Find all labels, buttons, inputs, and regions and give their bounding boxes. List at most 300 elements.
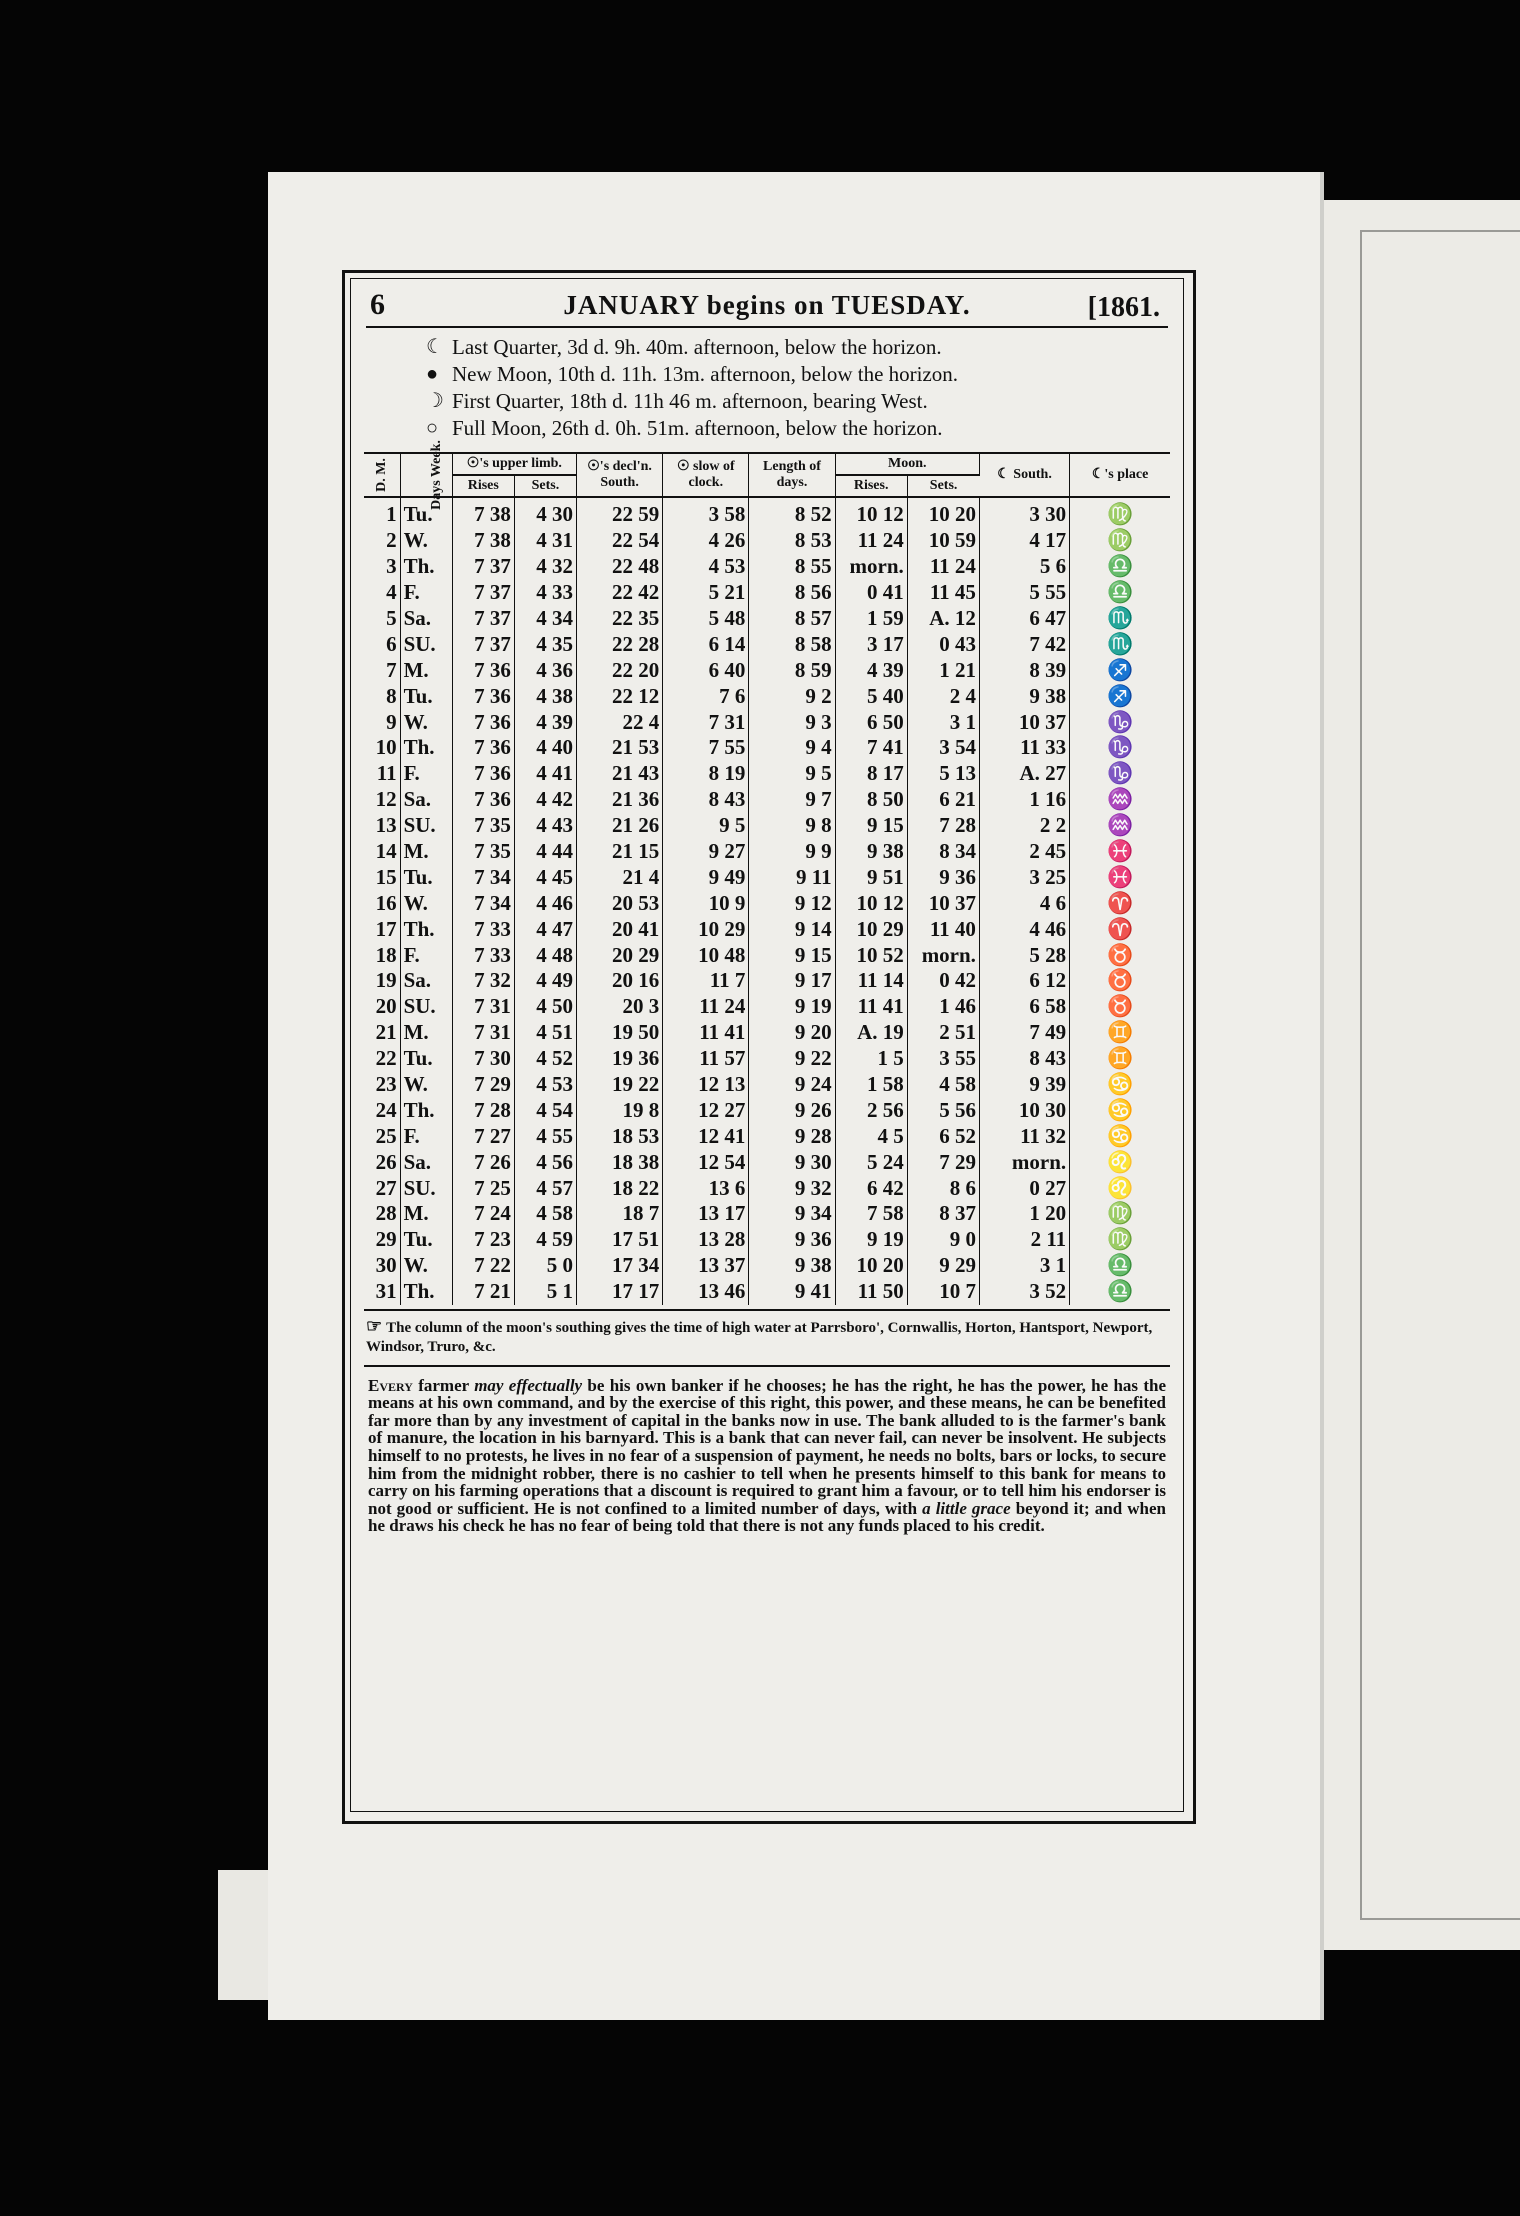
cell-weekday: F. [400, 942, 452, 968]
table-row [364, 864, 1170, 890]
cell-day-number: 12 [364, 787, 400, 813]
col-header-sun-limb: ☉'s upper limb. [452, 453, 576, 475]
cell-moon-place: ♍ [1107, 1227, 1134, 1252]
cell-weekday: SU. [400, 631, 452, 657]
cell-moon-place: ♈ [1107, 890, 1134, 915]
cell-weekday: W. [400, 890, 452, 916]
cell-moon-sets: 10 20 [907, 497, 979, 528]
cell-weekday: Sa. [400, 787, 452, 813]
cell-moon-place: ♍ [1107, 528, 1134, 553]
cell-moon-place: ♎ [1107, 1253, 1134, 1278]
cell-moon-sets: 3 55 [907, 1046, 979, 1072]
cell-slow-of-clock: 12 54 [663, 1149, 749, 1175]
cell-moon-rises: 9 38 [835, 839, 907, 865]
moon-phase-text: Last Quarter, 3d d. 9h. 40m. afternoon, below the horizon. [452, 335, 942, 359]
cell-day-number: 25 [364, 1123, 400, 1149]
cell-slow-of-clock: 6 14 [663, 631, 749, 657]
cell-day-length: 9 11 [749, 864, 835, 890]
cell-sun-rises: 7 33 [452, 942, 514, 968]
cell-slow-of-clock: 12 13 [663, 1072, 749, 1098]
cell-day-number: 21 [364, 1020, 400, 1046]
cell-moon-sets: 7 29 [907, 1149, 979, 1175]
moon-phase-line [426, 361, 1170, 388]
table-row [364, 1123, 1170, 1149]
cell-day-length: 9 28 [749, 1123, 835, 1149]
cell-day-number: 5 [364, 606, 400, 632]
cell-moon-sets: 6 52 [907, 1123, 979, 1149]
cell-moon-sets: 1 46 [907, 994, 979, 1020]
cell-sun-sets: 4 34 [514, 606, 576, 632]
cell-weekday: Th. [400, 916, 452, 942]
cell-day-number: 31 [364, 1279, 400, 1305]
almanac-table [364, 440, 1170, 1305]
cell-day-number: 8 [364, 683, 400, 709]
cell-moon-place: ♌ [1107, 1149, 1134, 1174]
cell-sun-rises: 7 35 [452, 813, 514, 839]
cell-slow-of-clock: 9 49 [663, 864, 749, 890]
cell-slow-of-clock: 12 41 [663, 1123, 749, 1149]
table-row [364, 1253, 1170, 1279]
cell-day-length: 8 57 [749, 606, 835, 632]
cell-moon-south: 3 52 [979, 1279, 1069, 1305]
cell-day-number: 15 [364, 864, 400, 890]
cell-day-length: 9 14 [749, 916, 835, 942]
cell-moon-place: ♉ [1107, 994, 1134, 1019]
cell-sun-sets: 4 30 [514, 497, 576, 528]
cell-slow-of-clock: 10 29 [663, 916, 749, 942]
cell-moon-south: 7 42 [979, 631, 1069, 657]
cell-moon-sets: 10 7 [907, 1279, 979, 1305]
cell-moon-south: 3 1 [979, 1253, 1069, 1279]
cell-declination: 20 16 [576, 968, 662, 994]
cell-moon-place: ♊ [1107, 1020, 1134, 1045]
cell-moon-rises: morn. [835, 554, 907, 580]
cell-moon-rises: 9 15 [835, 813, 907, 839]
cell-day-number: 19 [364, 968, 400, 994]
essay-text: be his own banker if he chooses; he has the right, he has the power, he has the means at his own command, and by the exercise of this right, this power, and these means, he can be benefited far more than by any investment of capital in the banks now in use. The bank alluded to is the farmer's bank of manure, the location in his barnyard. This is a bank that can never fail, can never be insolvent. He subjects himself to no protests, he lives in no fear of a suspension of payment, he needs no bolts, bars or locks, to secure him from the midnight robber, there is no cashier to tell when he presents himself to this bank for means to carry on his farming operations that a discount is required to grant him a favour, or to tell him his endorser is not good or sufficient. He is not confined to a limited number of days, with [368, 1375, 1167, 1518]
cell-moon-sets: 3 1 [907, 709, 979, 735]
cell-sun-sets: 4 50 [514, 994, 576, 1020]
cell-sun-sets: 4 39 [514, 709, 576, 735]
table-row [364, 890, 1170, 916]
moon-phase-line [426, 388, 1170, 415]
cell-declination: 21 53 [576, 735, 662, 761]
cell-moon-south: 4 46 [979, 916, 1069, 942]
moon-phase-text: First Quarter, 18th d. 11h 46 m. afternoon, bearing West. [452, 389, 928, 413]
cell-weekday: Sa. [400, 968, 452, 994]
cell-sun-rises: 7 37 [452, 606, 514, 632]
cell-moon-south: 2 45 [979, 839, 1069, 865]
cell-moon-rises: 3 17 [835, 631, 907, 657]
cell-day-number: 22 [364, 1046, 400, 1072]
cell-sun-sets: 4 38 [514, 683, 576, 709]
page-year: [1861. [1087, 292, 1160, 323]
cell-day-length: 9 26 [749, 1097, 835, 1123]
cell-slow-of-clock: 7 31 [663, 709, 749, 735]
col-header-moon-rises: Rises. [835, 475, 907, 497]
table-row [364, 1020, 1170, 1046]
cell-moon-rises: 9 51 [835, 864, 907, 890]
cell-sun-rises: 7 26 [452, 1149, 514, 1175]
cell-day-number: 16 [364, 890, 400, 916]
cell-moon-sets: 7 28 [907, 813, 979, 839]
cell-day-length: 8 53 [749, 528, 835, 554]
cell-sun-sets: 4 42 [514, 787, 576, 813]
col-header-declination: ☉'s decl'n. South. [576, 453, 662, 497]
cell-declination: 21 36 [576, 787, 662, 813]
cell-declination: 21 15 [576, 839, 662, 865]
cell-moon-rises: 4 5 [835, 1123, 907, 1149]
moon-phases [364, 328, 1170, 452]
moon-phase-line [426, 334, 1170, 361]
cell-moon-rises: 1 5 [835, 1046, 907, 1072]
cell-moon-sets: 11 45 [907, 580, 979, 606]
cell-sun-rises: 7 34 [452, 864, 514, 890]
table-row [364, 994, 1170, 1020]
table-row [364, 839, 1170, 865]
cell-moon-rises: 10 52 [835, 942, 907, 968]
cell-moon-south: 4 17 [979, 528, 1069, 554]
pointing-hand-icon: ☞ [366, 1315, 383, 1336]
cell-sun-rises: 7 38 [452, 497, 514, 528]
cell-declination: 20 29 [576, 942, 662, 968]
cell-sun-rises: 7 31 [452, 994, 514, 1020]
cell-weekday: F. [400, 1123, 452, 1149]
cell-moon-sets: 3 54 [907, 735, 979, 761]
table-row [364, 709, 1170, 735]
cell-declination: 18 22 [576, 1175, 662, 1201]
cell-sun-rises: 7 32 [452, 968, 514, 994]
cell-moon-rises: 1 59 [835, 606, 907, 632]
cell-declination: 20 53 [576, 890, 662, 916]
cell-sun-sets: 4 43 [514, 813, 576, 839]
cell-weekday: M. [400, 839, 452, 865]
cell-slow-of-clock: 11 41 [663, 1020, 749, 1046]
cell-moon-south: 4 6 [979, 890, 1069, 916]
cell-slow-of-clock: 13 46 [663, 1279, 749, 1305]
cell-slow-of-clock: 12 27 [663, 1097, 749, 1123]
table-row [364, 735, 1170, 761]
cell-day-number: 13 [364, 813, 400, 839]
cell-moon-rises: 9 19 [835, 1227, 907, 1253]
cell-day-number: 24 [364, 1097, 400, 1123]
cell-sun-rises: 7 25 [452, 1175, 514, 1201]
cell-sun-sets: 4 40 [514, 735, 576, 761]
cell-day-length: 9 12 [749, 890, 835, 916]
cell-sun-rises: 7 36 [452, 683, 514, 709]
cell-sun-rises: 7 30 [452, 1046, 514, 1072]
cell-moon-rises: 1 58 [835, 1072, 907, 1098]
cell-sun-rises: 7 23 [452, 1227, 514, 1253]
table-row [364, 1279, 1170, 1305]
cell-sun-sets: 4 31 [514, 528, 576, 554]
moon-phase-line [426, 415, 1170, 442]
cell-moon-south: 1 16 [979, 787, 1069, 813]
cell-weekday: M. [400, 657, 452, 683]
cell-moon-sets: 2 4 [907, 683, 979, 709]
cell-day-length: 9 8 [749, 813, 835, 839]
page-header [364, 282, 1170, 326]
cell-moon-sets: 4 58 [907, 1072, 979, 1098]
cell-moon-sets: 9 36 [907, 864, 979, 890]
cell-declination: 22 12 [576, 683, 662, 709]
cell-day-number: 23 [364, 1072, 400, 1098]
cell-moon-place: ♒ [1107, 813, 1134, 838]
cell-weekday: Sa. [400, 606, 452, 632]
cell-moon-rises: 6 50 [835, 709, 907, 735]
cell-weekday: SU. [400, 813, 452, 839]
cell-moon-place: ♉ [1107, 968, 1134, 993]
col-header-moon: Moon. [835, 453, 979, 475]
cell-moon-south: 2 2 [979, 813, 1069, 839]
cell-sun-rises: 7 36 [452, 787, 514, 813]
cell-moon-south: 8 43 [979, 1046, 1069, 1072]
farmer-bank-essay [364, 1365, 1170, 1535]
cell-day-length: 9 38 [749, 1253, 835, 1279]
cell-slow-of-clock: 7 55 [663, 735, 749, 761]
essay-text: beyond it; and when he draws his check he has no fear of being told that there is not any funds placed to his credit. [368, 1498, 1166, 1536]
cell-day-length: 9 32 [749, 1175, 835, 1201]
cell-moon-south: 3 25 [979, 864, 1069, 890]
cell-moon-south: 0 27 [979, 1175, 1069, 1201]
cell-moon-sets: 5 56 [907, 1097, 979, 1123]
cell-moon-south: 9 39 [979, 1072, 1069, 1098]
cell-sun-rises: 7 28 [452, 1097, 514, 1123]
cell-sun-rises: 7 22 [452, 1253, 514, 1279]
cell-slow-of-clock: 7 6 [663, 683, 749, 709]
note-text: The column of the moon's southing gives the time of high water at Parrsboro', Cornwallis, Horton, Hantsport, Newport, Windsor, Truro, &c. [366, 1319, 1153, 1355]
cell-moon-rises: 10 12 [835, 890, 907, 916]
col-header-moon-place: ☾'s place [1070, 453, 1170, 497]
cell-day-number: 29 [364, 1227, 400, 1253]
cell-declination: 22 42 [576, 580, 662, 606]
table-row [364, 1072, 1170, 1098]
essay-emphasis: may effectually [474, 1375, 583, 1395]
cell-moon-south: morn. [979, 1149, 1069, 1175]
cell-moon-rises: 4 39 [835, 657, 907, 683]
cell-day-length: 9 9 [749, 839, 835, 865]
cell-moon-place: ♐ [1107, 683, 1134, 708]
cell-sun-sets: 4 51 [514, 1020, 576, 1046]
cell-day-length: 8 58 [749, 631, 835, 657]
cell-slow-of-clock: 11 57 [663, 1046, 749, 1072]
page-content [364, 282, 1170, 1535]
cell-moon-place: ♏ [1107, 606, 1134, 630]
cell-day-length: 9 17 [749, 968, 835, 994]
cell-moon-place: ♎ [1107, 1279, 1134, 1304]
cell-moon-place: ♉ [1107, 942, 1134, 967]
cell-weekday: SU. [400, 994, 452, 1020]
cell-moon-place: ♎ [1107, 554, 1134, 579]
cell-moon-place: ♒ [1107, 787, 1134, 812]
cell-day-number: 1 [364, 497, 400, 528]
full-moon-icon: ○ [426, 417, 439, 439]
cell-declination: 22 48 [576, 554, 662, 580]
cell-moon-place: ♋ [1107, 1097, 1134, 1122]
moon-phase-text: Full Moon, 26th d. 0h. 51m. afternoon, below the horizon. [452, 416, 943, 440]
cell-moon-rises: 5 40 [835, 683, 907, 709]
cell-weekday: W. [400, 709, 452, 735]
table-row [364, 528, 1170, 554]
cell-declination: 17 17 [576, 1279, 662, 1305]
essay-first-word: Every [368, 1375, 413, 1395]
cell-weekday: Th. [400, 1279, 452, 1305]
cell-moon-rises: 11 14 [835, 968, 907, 994]
cell-day-length: 9 20 [749, 1020, 835, 1046]
cell-weekday: Tu. [400, 497, 452, 528]
moon-phase-text: New Moon, 10th d. 11h. 13m. afternoon, below the horizon. [452, 362, 959, 386]
cell-day-number: 11 [364, 761, 400, 787]
table-row [364, 606, 1170, 632]
col-header-sun-sets: Sets. [514, 475, 576, 497]
cell-day-length: 9 36 [749, 1227, 835, 1253]
cell-day-number: 14 [364, 839, 400, 865]
cell-weekday: M. [400, 1201, 452, 1227]
new-moon-icon: ● [426, 363, 439, 385]
cell-declination: 22 20 [576, 657, 662, 683]
cell-day-length: 9 5 [749, 761, 835, 787]
cell-day-number: 27 [364, 1175, 400, 1201]
cell-day-length: 9 4 [749, 735, 835, 761]
cell-day-number: 9 [364, 709, 400, 735]
cell-weekday: W. [400, 1253, 452, 1279]
cell-sun-rises: 7 34 [452, 890, 514, 916]
cell-sun-sets: 4 54 [514, 1097, 576, 1123]
cell-day-number: 2 [364, 528, 400, 554]
cell-day-number: 30 [364, 1253, 400, 1279]
table-row [364, 554, 1170, 580]
cell-moon-place: ♋ [1107, 1123, 1134, 1148]
page-title: JANUARY begins on TUESDAY. [563, 290, 971, 320]
cell-moon-rises: 0 41 [835, 580, 907, 606]
cell-day-length: 9 30 [749, 1149, 835, 1175]
cell-moon-south: 5 6 [979, 554, 1069, 580]
cell-sun-sets: 5 1 [514, 1279, 576, 1305]
cell-sun-rises: 7 31 [452, 1020, 514, 1046]
cell-declination: 17 34 [576, 1253, 662, 1279]
cell-declination: 22 35 [576, 606, 662, 632]
cell-sun-rises: 7 36 [452, 761, 514, 787]
cell-declination: 22 54 [576, 528, 662, 554]
high-water-note [364, 1309, 1170, 1365]
cell-declination: 19 36 [576, 1046, 662, 1072]
cell-sun-rises: 7 37 [452, 554, 514, 580]
cell-declination: 22 4 [576, 709, 662, 735]
cell-moon-sets: 11 40 [907, 916, 979, 942]
essay-text: farmer [412, 1375, 475, 1395]
cell-sun-sets: 4 49 [514, 968, 576, 994]
cell-sun-sets: 4 56 [514, 1149, 576, 1175]
cell-day-length: 9 34 [749, 1201, 835, 1227]
table-row [364, 761, 1170, 787]
col-header-day-week: Days Week. [400, 453, 452, 497]
col-header-slow-clock: ☉ slow of clock. [663, 453, 749, 497]
cell-declination: 22 59 [576, 497, 662, 528]
cell-day-length: 9 2 [749, 683, 835, 709]
cell-moon-rises: 6 42 [835, 1175, 907, 1201]
facing-page [1318, 200, 1520, 1950]
cell-slow-of-clock: 13 28 [663, 1227, 749, 1253]
cell-weekday: Tu. [400, 1227, 452, 1253]
cell-weekday: W. [400, 1072, 452, 1098]
cell-slow-of-clock: 9 27 [663, 839, 749, 865]
table-row [364, 1149, 1170, 1175]
first-quarter-icon: ☽ [426, 390, 444, 412]
cell-moon-place: ♍ [1107, 1201, 1134, 1226]
col-header-moon-sets: Sets. [907, 475, 979, 497]
cell-moon-south: 7 49 [979, 1020, 1069, 1046]
cell-moon-place: ♑ [1107, 761, 1134, 786]
cell-sun-rises: 7 36 [452, 735, 514, 761]
cell-moon-place: ♊ [1107, 1046, 1134, 1071]
cell-weekday: Th. [400, 554, 452, 580]
cell-moon-rises: 10 20 [835, 1253, 907, 1279]
cell-sun-sets: 4 55 [514, 1123, 576, 1149]
table-row [364, 497, 1170, 528]
col-header-day-month: D. M. [364, 453, 400, 497]
cell-sun-sets: 4 35 [514, 631, 576, 657]
cell-weekday: Tu. [400, 864, 452, 890]
cell-day-number: 4 [364, 580, 400, 606]
table-row [364, 631, 1170, 657]
cell-declination: 21 4 [576, 864, 662, 890]
cell-moon-sets: morn. [907, 942, 979, 968]
cell-moon-south: 5 55 [979, 580, 1069, 606]
cell-moon-place: ♏ [1107, 631, 1134, 656]
cell-slow-of-clock: 10 48 [663, 942, 749, 968]
cell-moon-rises: 11 41 [835, 994, 907, 1020]
cell-sun-sets: 4 32 [514, 554, 576, 580]
cell-slow-of-clock: 4 53 [663, 554, 749, 580]
cell-sun-rises: 7 35 [452, 839, 514, 865]
cell-moon-rises: 11 24 [835, 528, 907, 554]
cell-moon-place: ♓ [1107, 839, 1134, 864]
cell-moon-sets: A. 12 [907, 606, 979, 632]
cell-weekday: Sa. [400, 1149, 452, 1175]
cell-moon-rises: 5 24 [835, 1149, 907, 1175]
cell-moon-rises: 10 12 [835, 497, 907, 528]
cell-day-length: 9 41 [749, 1279, 835, 1305]
last-quarter-icon: ☾ [426, 336, 444, 358]
cell-declination: 19 22 [576, 1072, 662, 1098]
table-row [364, 968, 1170, 994]
cell-moon-rises: A. 19 [835, 1020, 907, 1046]
cell-slow-of-clock: 11 7 [663, 968, 749, 994]
cell-sun-sets: 4 47 [514, 916, 576, 942]
cell-moon-south: 9 38 [979, 683, 1069, 709]
cell-moon-place: ♍ [1107, 502, 1134, 527]
cell-moon-sets: 10 59 [907, 528, 979, 554]
cell-weekday: SU. [400, 1175, 452, 1201]
cell-moon-sets: 11 24 [907, 554, 979, 580]
cell-moon-south: 10 30 [979, 1097, 1069, 1123]
cell-sun-sets: 4 59 [514, 1227, 576, 1253]
cell-weekday: M. [400, 1020, 452, 1046]
cell-sun-sets: 4 48 [514, 942, 576, 968]
cell-declination: 21 43 [576, 761, 662, 787]
facing-page-border [1360, 230, 1520, 1920]
cell-slow-of-clock: 11 24 [663, 994, 749, 1020]
cell-slow-of-clock: 5 21 [663, 580, 749, 606]
cell-slow-of-clock: 13 17 [663, 1201, 749, 1227]
cell-sun-sets: 4 33 [514, 580, 576, 606]
cell-sun-rises: 7 21 [452, 1279, 514, 1305]
cell-day-number: 10 [364, 735, 400, 761]
cell-moon-south: 11 33 [979, 735, 1069, 761]
cell-day-number: 20 [364, 994, 400, 1020]
table-row [364, 813, 1170, 839]
cell-moon-south: 11 32 [979, 1123, 1069, 1149]
